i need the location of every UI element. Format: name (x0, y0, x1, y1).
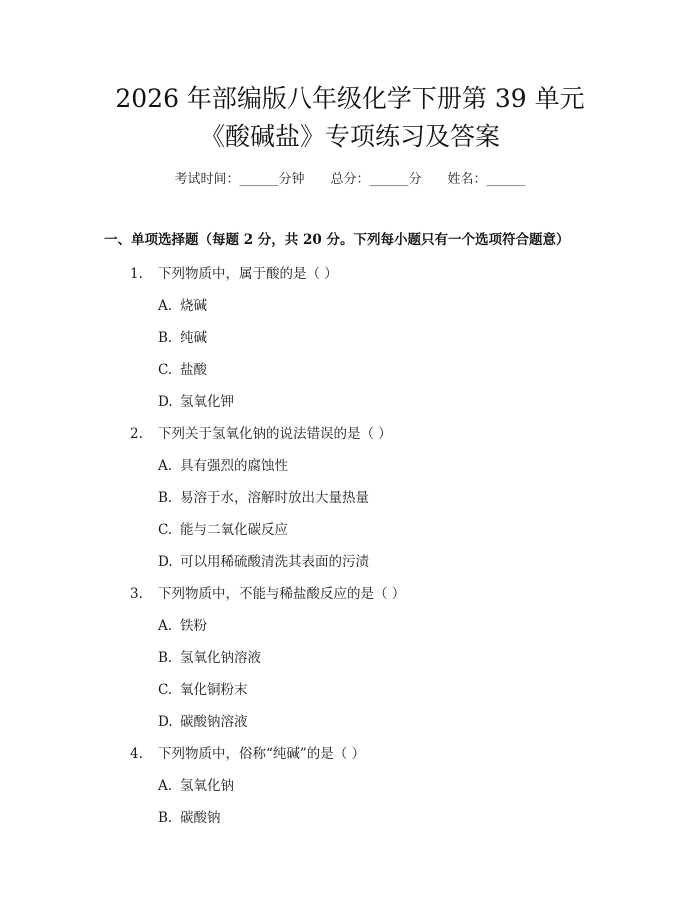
question-number: 1. (130, 266, 143, 282)
option-text: 易溶于水，溶解时放出大量热量 (180, 490, 369, 506)
question-number: 3. (130, 586, 143, 602)
option-letter: C. (158, 682, 173, 698)
exam-time-field: 考试时间：______分钟 (174, 172, 305, 187)
question-2-option-d (158, 550, 369, 570)
option-text: 烧碱 (180, 298, 207, 314)
document-title-line-2: 《酸碱盐》专项练习及答案 (199, 122, 500, 151)
question-number: 4. (130, 746, 143, 762)
question-3-option-b (158, 646, 261, 666)
option-letter: A. (158, 458, 173, 474)
question-4-option-b (158, 806, 221, 826)
question-2-option-c (158, 518, 288, 538)
question-text: 下列关于氢氧化钠的说法错误的是（ ） (158, 426, 392, 442)
option-letter: D. (158, 714, 173, 730)
question-1-option-b (158, 326, 207, 346)
option-letter: B. (158, 330, 173, 346)
question-number: 2. (130, 426, 143, 442)
question-1-option-c (158, 358, 207, 378)
question-text: 下列物质中，俗称“纯碱”的是（ ） (158, 746, 366, 762)
option-letter: C. (158, 522, 173, 538)
option-text: 碳酸钠 (180, 810, 221, 826)
question-4-option-a (158, 774, 234, 794)
option-text: 氢氧化钠溶液 (180, 650, 261, 666)
option-letter: B. (158, 650, 173, 666)
question-1 (130, 262, 338, 282)
option-letter: B. (158, 810, 173, 826)
question-2 (130, 422, 392, 442)
document-title-line-1: 2026 年部编版八年级化学下册第 39 单元 (115, 84, 585, 113)
question-2-option-a (158, 454, 288, 474)
option-letter: D. (158, 394, 173, 410)
option-text: 纯碱 (180, 330, 207, 346)
question-1-option-d (158, 390, 234, 410)
exam-meta-line (0, 168, 700, 187)
question-2-option-b (158, 486, 369, 506)
section-heading: 一、单项选择题（每题 2 分，共 20 分。下列每小题只有一个选项符合题意） (104, 232, 570, 248)
question-3-option-d (158, 710, 248, 730)
option-text: 盐酸 (180, 362, 207, 378)
question-3-option-a (158, 614, 207, 634)
question-3-option-c (158, 678, 248, 698)
option-text: 氢氧化钠 (180, 778, 234, 794)
student-name-field: 姓名：______ (447, 172, 526, 187)
option-letter: C. (158, 362, 173, 378)
option-text: 具有强烈的腐蚀性 (180, 458, 288, 474)
question-1-option-a (158, 294, 207, 314)
question-4 (130, 742, 365, 762)
option-text: 碳酸钠溶液 (180, 714, 248, 730)
option-text: 铁粉 (180, 618, 207, 634)
option-text: 氧化铜粉末 (180, 682, 248, 698)
question-text: 下列物质中，属于酸的是（ ） (158, 266, 338, 282)
option-letter: D. (158, 554, 173, 570)
option-text: 氢氧化钾 (180, 394, 234, 410)
option-letter: A. (158, 618, 173, 634)
option-text: 能与二氧化碳反应 (180, 522, 288, 538)
question-text: 下列物质中，不能与稀盐酸反应的是（ ） (158, 586, 406, 602)
option-letter: A. (158, 778, 173, 794)
option-letter: B. (158, 490, 173, 506)
option-letter: A. (158, 298, 173, 314)
option-text: 可以用稀硫酸清洗其表面的污渍 (180, 554, 369, 570)
total-score-field: 总分：______分 (330, 172, 422, 187)
question-3 (130, 582, 405, 602)
